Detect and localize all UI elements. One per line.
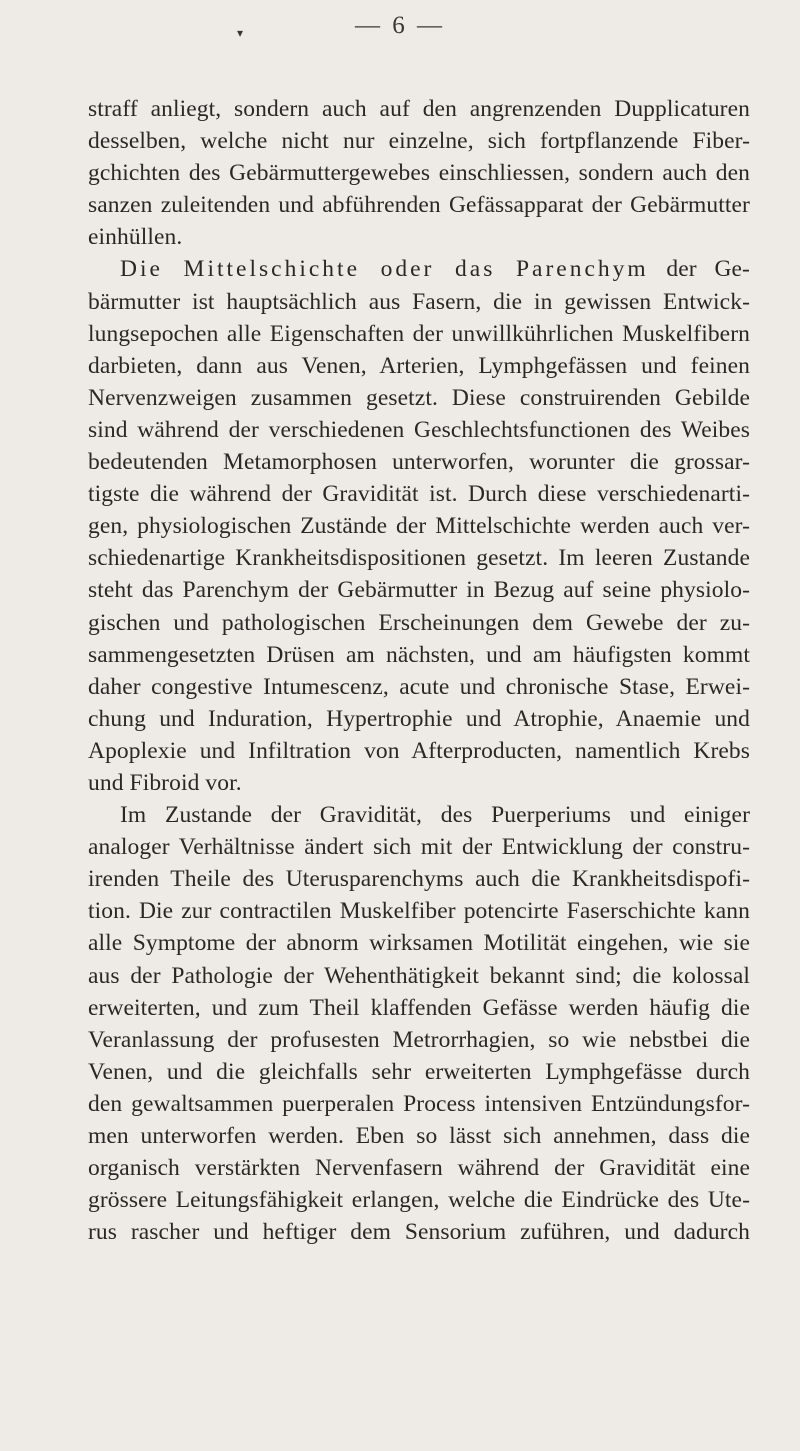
text-line: analoger Verhältnisse ändert sich mit der Entwicklung der constru- xyxy=(88,834,750,861)
text-line: tigste die während der Gravidität ist. Durch diese verschiedenarti- xyxy=(88,481,750,508)
body-text xyxy=(88,93,750,1248)
text-line: gchichten des Gebärmuttergewebes einschliessen, sondern auch den xyxy=(88,160,750,187)
text-line: schiedenartige Krankheitsdispositionen gesetzt. Im leeren Zustande xyxy=(88,545,750,572)
text-line: daher congestive Intumescenz, acute und chronische Stase, Erwei- xyxy=(88,673,750,700)
text-line: Im Zustande der Gravidität, des Puerperiums und einiger xyxy=(120,802,750,829)
text-line: irenden Theile des Uterusparenchyms auch die Krankheitsdispofi- xyxy=(88,866,750,893)
text-line: chung und Induration, Hypertrophie und Atrophie, Anaemie und xyxy=(88,705,750,732)
text-line: Apoplexie und Infiltration von Afterproducten, namentlich Krebs xyxy=(88,737,750,764)
text-line: Venen, und die gleichfalls sehr erweiterten Lymphgefässe durch xyxy=(88,1058,750,1085)
text-line: gen, physiologischen Zustände der Mittelschichte werden auch ver- xyxy=(88,513,750,540)
text-line: Veranlassung der profusesten Metrorrhagien, so wie nebstbei die xyxy=(88,1026,750,1053)
text-line: erweiterten, und zum Theil klaffenden Gefässe werden häufig die xyxy=(88,994,750,1021)
text-line: grössere Leitungsfähigkeit erlangen, welche die Eindrücke des Ute- xyxy=(88,1187,750,1214)
text-line: aus der Pathologie der Wehenthätigkeit bekannt sind; die kolossal xyxy=(88,962,750,989)
text-line: lungsepochen alle Eigenschaften der unwillkührlichen Muskelfibern xyxy=(88,320,750,347)
text-line: desselben, welche nicht nur einzelne, sich fortpflanzende Fiber- xyxy=(88,128,750,155)
text-line: alle Symptome der abnorm wirksamen Motilität eingehen, wie sie xyxy=(88,930,750,957)
text-line: steht das Parenchym der Gebärmutter in Bezug auf seine physiolo- xyxy=(88,577,750,604)
text-line: und Fibroid vor. xyxy=(88,769,242,796)
text-line: sind während der verschiedenen Geschlechtsfunctionen des Weibes xyxy=(88,416,750,443)
text-line: den gewaltsammen puerperalen Process intensiven Entzündungsfor- xyxy=(88,1090,750,1117)
text-line: Nervenzweigen zusammen gesetzt. Diese construirenden Gebilde xyxy=(88,384,750,411)
text-line: bärmutter ist hauptsächlich aus Fasern, die in gewissen Entwick- xyxy=(88,288,750,315)
section-term: Die Mittelschichte oder das Parenchym xyxy=(120,256,649,283)
text-line: gischen und pathologischen Erscheinungen dem Gewebe der zu- xyxy=(88,609,750,636)
text-line: darbieten, dann aus Venen, Arterien, Lymphgefässen und feinen xyxy=(88,352,750,379)
text-line-rest: der Ge- xyxy=(666,256,750,283)
print-mark: ▾ xyxy=(237,26,244,40)
text-line: tion. Die zur contractilen Muskelfiber potencirte Faserschichte kann xyxy=(88,898,750,925)
text-line: men unterworfen werden. Eben so lässt sich annehmen, dass die xyxy=(88,1123,750,1149)
text-line: sammengesetzten Drüsen am nächsten, und am häufigsten kommt xyxy=(88,641,750,668)
text-line-heading xyxy=(88,253,750,285)
text-line: einhüllen. xyxy=(88,224,183,251)
page-number: — 6 — xyxy=(355,12,445,39)
text-line: sanzen zuleitenden und abführenden Gefässapparat der Gebärmutter xyxy=(88,192,750,219)
text-line: organisch verstärkten Nervenfasern während der Gravidität eine xyxy=(88,1155,750,1182)
text-line: straff anliegt, sondern auch auf den angrenzenden Dupplicaturen xyxy=(88,96,750,122)
text-line: bedeutenden Metamorphosen unterworfen, worunter die grossar- xyxy=(88,449,750,476)
text-line: rus rascher und heftiger dem Sensorium zuführen, und dadurch xyxy=(88,1219,750,1246)
